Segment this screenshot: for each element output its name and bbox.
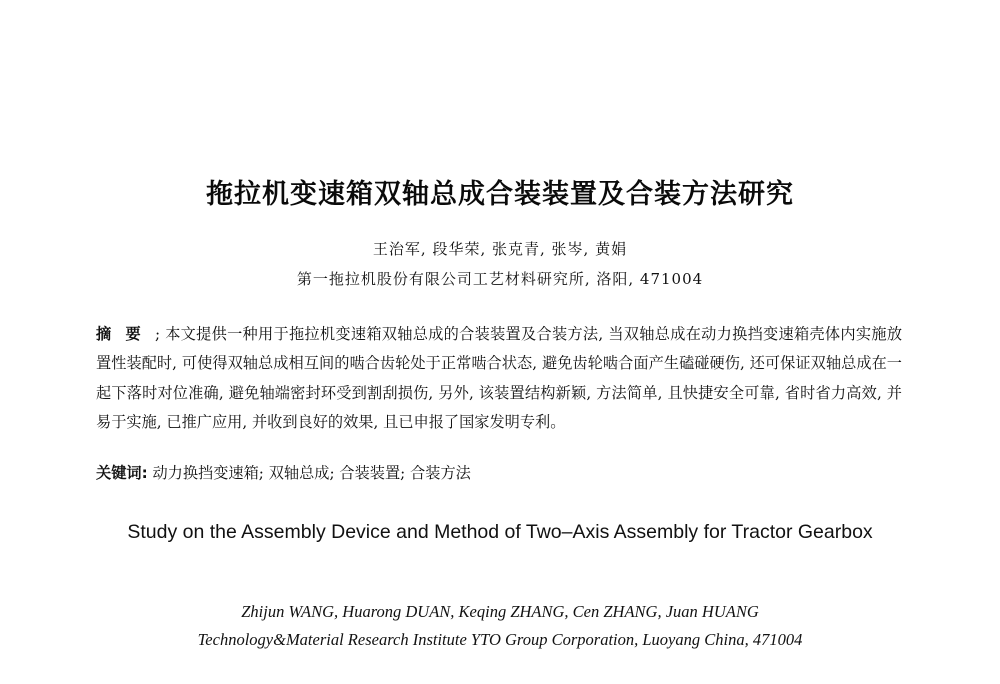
abstract-colon: ; <box>154 325 166 343</box>
keywords-text: 动力换挡变速箱; 双轴总成; 合装装置; 合装方法 <box>152 464 471 482</box>
abstract-cn <box>96 320 902 437</box>
keywords-label: 关键词: <box>96 464 148 482</box>
affiliation-en: Technology&Material Research Institute YTO Group Corporation, Luoyang China, 471004 <box>197 630 803 649</box>
paper-title-en: Study on the Assembly Device and Method of Two–Axis Assembly for Tractor Gearbox <box>127 521 873 543</box>
authors-cn: 王治军, 段华荣, 张克青, 张岑, 黄娟 <box>372 240 628 258</box>
authors-en: Zhijun WANG, Huarong DUAN, Keqing ZHANG, Cen ZHANG, Juan HUANG <box>241 602 759 621</box>
paper-title-cn: 拖拉机变速箱双轴总成合装装置及合装方法研究 <box>206 179 794 210</box>
affiliation-cn: 第一拖拉机股份有限公司工艺材料研究所, 洛阳, 471004 <box>296 270 704 288</box>
keywords-cn <box>96 462 471 483</box>
abstract-label: 摘要 <box>96 325 155 343</box>
abstract-text: 本文提供一种用于拖拉机变速箱双轴总成的合装装置及合装方法, 当双轴总成在动力换挡变速箱壳体内实施放置性装配时, 可使得双轴总成相互间的啮合齿轮处于正常啮合状态, 避免齿轮啮合面产生磕碰硬伤, 还可保证双轴总成在一起下落时对位准确, 避免轴端密封环受到割刮损伤, 另外, 该装置结构新颖, 方法简单, 且快捷安全可靠, 省时省力高效, 并易于实施, 已推广应用, 并收到良好的效果, 且已申报了国家发明专利。 <box>96 325 903 431</box>
